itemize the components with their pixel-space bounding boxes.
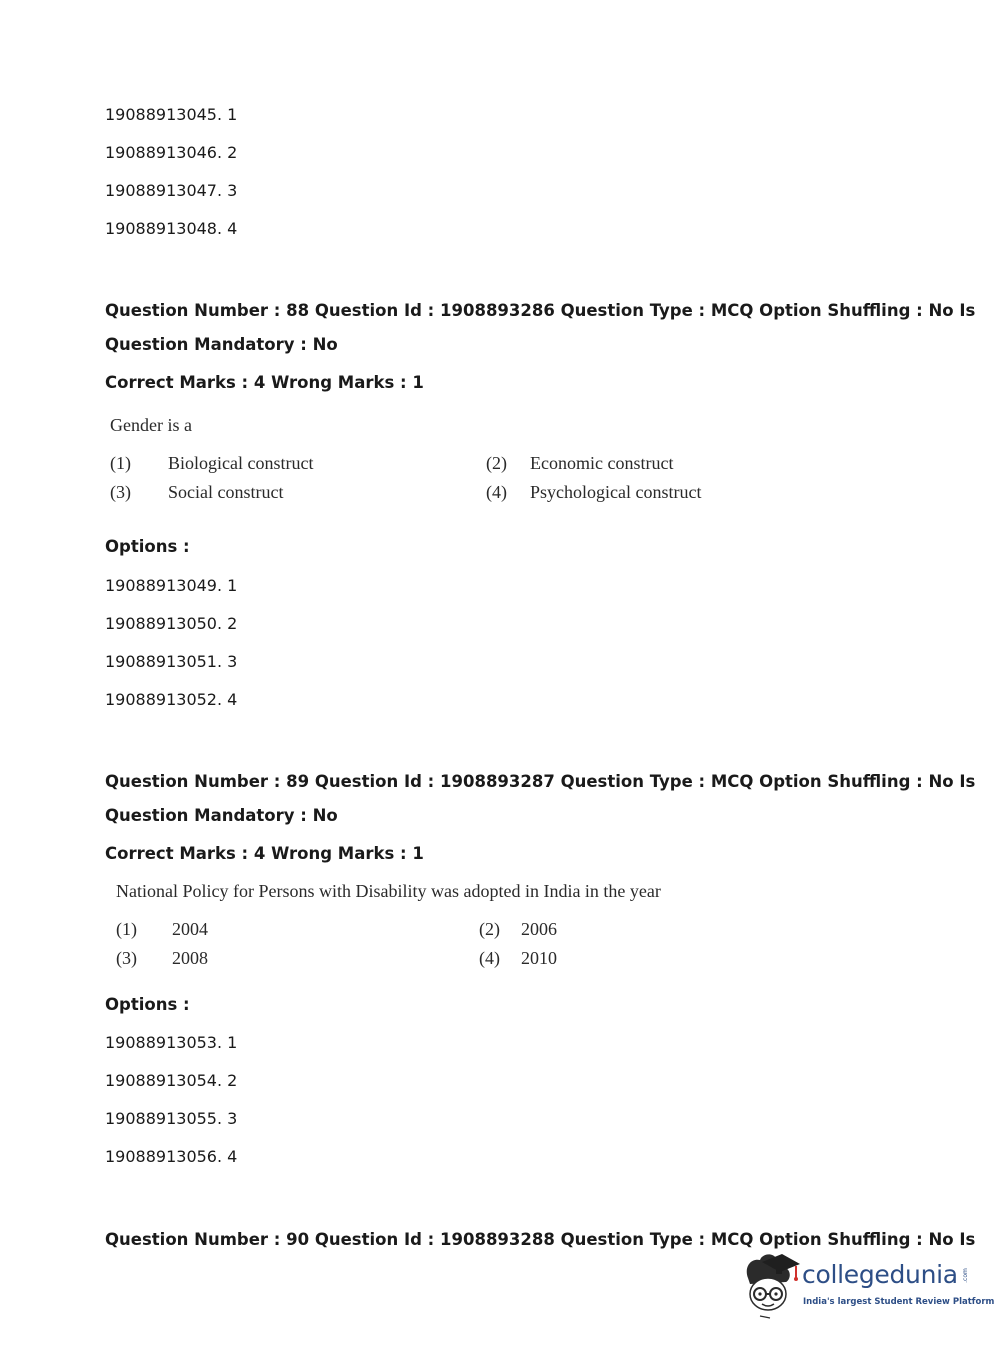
option-item: 19088913052. 4 (105, 690, 238, 709)
option-item: 19088913051. 3 (105, 652, 238, 671)
q88-choice-text: Biological construct (168, 453, 314, 473)
mascot-icon (740, 1250, 804, 1322)
option-item: 19088913046. 2 (105, 143, 238, 162)
q88-choice-number: (3) (110, 482, 131, 502)
option-item: 19088913054. 2 (105, 1071, 238, 1090)
option-item: 19088913055. 3 (105, 1109, 238, 1128)
option-item: 19088913053. 1 (105, 1033, 238, 1052)
option-item: 19088913050. 2 (105, 614, 238, 633)
q88-choice-number: (1) (110, 453, 131, 473)
option-item: 19088913056. 4 (105, 1147, 238, 1166)
q89-choice-text: 2008 (172, 948, 208, 968)
q89-choice-number: (2) (479, 919, 500, 939)
q89-question-text: National Policy for Persons with Disability was adopted in India in the year (116, 881, 661, 901)
option-item: 19088913048. 4 (105, 219, 238, 238)
q89-choice-text: 2010 (521, 948, 557, 968)
q88-marks: Correct Marks : 4 Wrong Marks : 1 (105, 373, 424, 392)
q88-options-label: Options : (105, 537, 190, 556)
logo-tagline: India's largest Student Review Platform (803, 1297, 995, 1307)
q89-choice-text: 2006 (521, 919, 557, 939)
option-item: 19088913047. 3 (105, 181, 238, 200)
q88-choice-number: (2) (486, 453, 507, 473)
option-item: 19088913045. 1 (105, 105, 238, 124)
logo-domain-suffix: .com (961, 1268, 969, 1283)
q88-question-text: Gender is a (110, 415, 192, 435)
q88-choice-number: (4) (486, 482, 507, 502)
q89-header-line2: Question Mandatory : No (105, 806, 338, 825)
collegedunia-logo (740, 1250, 995, 1322)
q90-header-line1: Question Number : 90 Question Id : 1908893288 Question Type : MCQ Option Shuffling : No Is (105, 1230, 976, 1249)
q88-choice-text: Social construct (168, 482, 284, 502)
q88-choice-text: Psychological construct (530, 482, 702, 502)
q89-marks: Correct Marks : 4 Wrong Marks : 1 (105, 844, 424, 863)
q88-header-line1: Question Number : 88 Question Id : 1908893286 Question Type : MCQ Option Shuffling : No Is (105, 301, 976, 320)
q89-header-line1: Question Number : 89 Question Id : 1908893287 Question Type : MCQ Option Shuffling : No Is (105, 772, 976, 791)
q89-choice-number: (4) (479, 948, 500, 968)
q89-choice-number: (1) (116, 919, 137, 939)
option-item: 19088913049. 1 (105, 576, 238, 595)
q89-choice-text: 2004 (172, 919, 208, 939)
q89-choice-number: (3) (116, 948, 137, 968)
q88-header-line2: Question Mandatory : No (105, 335, 338, 354)
logo-wordmark: collegedunia (802, 1260, 958, 1289)
q89-options-label: Options : (105, 995, 190, 1014)
q88-choice-text: Economic construct (530, 453, 674, 473)
